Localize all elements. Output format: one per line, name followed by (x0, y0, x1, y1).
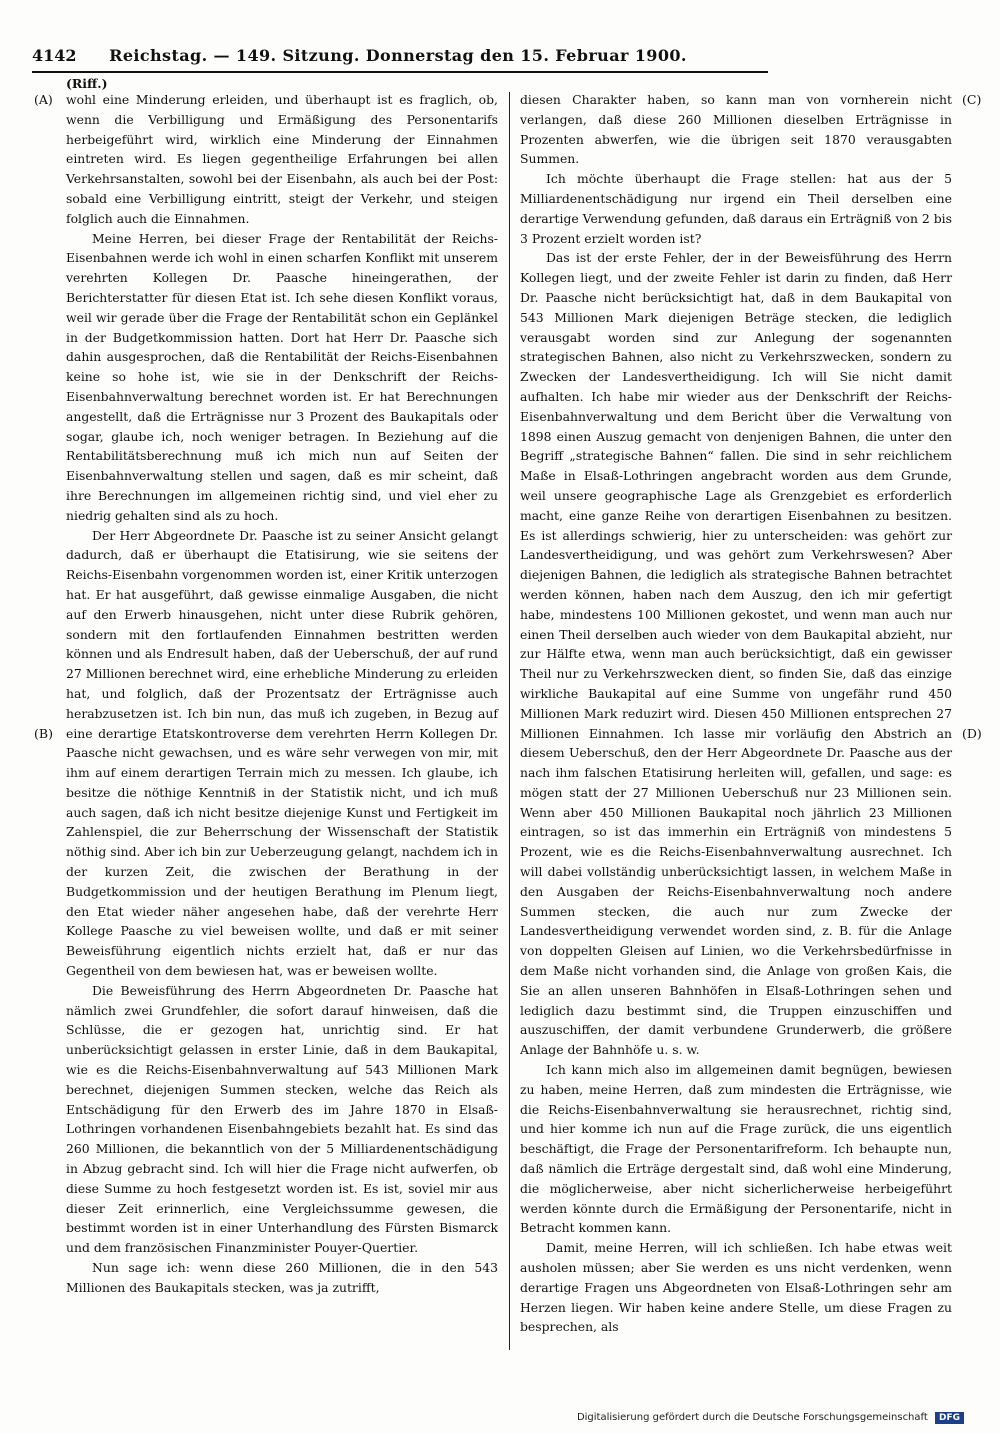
left-column (66, 90, 498, 1298)
right-column (520, 90, 952, 1337)
margin-marker-a: (A) (34, 92, 53, 107)
margin-marker-b: (B) (34, 726, 53, 741)
paragraph: Nun sage ich: wenn diese 260 Millionen, die in den 543 Millionen des Baukapitals stecken, was ja zutrifft, (66, 1260, 498, 1295)
running-title: Reichstag. — 149. Sitzung. Donnerstag den 15. Februar 1900. (109, 46, 687, 65)
margin-marker-c: (C) (962, 92, 982, 107)
header-rule (32, 71, 768, 73)
paragraph: Ich kann mich also im allgemeinen damit begnügen, bewiesen zu haben, meine Herren, daß zum mindesten die Erträgnisse, wie die Reichs-Eisenbahnverwaltung sie herausrechnet, richtig sind, und hier komme ich nun auf die Frage zurück, die uns eigentlich beschäftigt, die Frage der Personentarifreform. Ich behaupte nun, daß nämlich die Erträge dergestalt sind, daß wohl eine Minderung, die möglicherweise, aber nicht sicherlicherweise herbeigeführt werden könnte durch die Ermäßigung der Personentarife, nicht in Betracht kommen kann. (520, 1062, 952, 1236)
paragraph: Meine Herren, bei dieser Frage der Rentabilität der Reichs-Eisenbahnen werde ich wohl in einen scharfen Konflikt mit unserem verehrten Kollegen Dr. Paasche hineingerathen, der Berichterstatter für diesen Etat ist. Ich sehe diesen Konflikt voraus, weil wir gerade über die Frage der Rentabilität schon ein Geplänkel in der Budgetkommission hatten. Dort hat Herr Dr. Paasche sich dahin ausgesprochen, daß die Rentabilität der Reichs-Eisenbahnen keine so hohe ist, wie sie in der Denkschrift der Reichs-Eisenbahnverwaltung berechnet worden ist. Er hat Berechnungen angestellt, daß die Erträgnisse nur 3 Prozent des Baukapitals oder sogar, glaube ich, noch weniger betragen. In Beziehung auf die Rentabilitätsberechnung muß ich mich nun auf Seiten der Eisenbahnverwaltung stellen und sagen, daß es mir scheint, daß ihre Berechnungen im allgemeinen richtig sind, und viel eher zu niedrig gehalten sind als zu hoch. (66, 230, 498, 523)
speaker-label: (Riff.) (66, 76, 108, 91)
paragraph: Damit, meine Herren, will ich schließen. Ich habe etwas weit ausholen müssen; aber Sie werden es uns nicht verdenken, wenn derartige Fragen uns Abgeordneten von Elsaß-Lothringen sehr am Herzen liegen. Wir haben keine andere Stelle, um diese Fragen zu besprechen, als (520, 1240, 952, 1335)
column-divider (509, 92, 510, 1350)
paragraph: Ich möchte überhaupt die Frage stellen: hat aus der 5 Milliardenentschädigung nur irgend ein Theil derselben eine derartige Verwendung gefunden, daß daraus ein Erträgniß von 2 bis 3 Prozent erzielt worden ist? (520, 171, 952, 246)
margin-marker-d: (D) (962, 726, 982, 741)
credit-text: Digitalisierung gefördert durch die Deutsche Forschungsgemeinschaft (576, 1412, 928, 1423)
page-header (32, 46, 764, 70)
paragraph: Das ist der erste Fehler, der in der Beweisführung des Herrn Kollegen liegt, und der zweite Fehler ist darin zu finden, daß Herr Dr. Paasche nicht berücksichtigt hat, daß in dem Baukapital von 543 Millionen Mark diejenigen Beträge stecken, die lediglich verausgabt worden sind zur Anlegung der sogenannten strategischen Bahnen, also nicht zu Verkehrszwecken, sondern zu Zwecken der Landesvertheidigung. Ich will Sie nicht damit aufhalten. Ich habe mir wieder aus der Denkschrift der Reichs-Eisenbahnverwaltung und dem Bericht über die Verwaltung von 1898 einen Auszug gemacht von denjenigen Bahnen, die unter den Begriff „strategische Bahnen“ fallen. Die sind in sehr reichlichem Maße in Elsaß-Lothringen angebracht worden aus dem Grunde, weil unsere geographische Lage als Grenzgebiet es erforderlich macht, eine ganze Reihe von derartigen Eisenbahnen zu besitzen. Es ist allerdings schwierig, hier zu unterscheiden: was gehört zur Landesvertheidigung, und was gehört zum Verkehrswesen? Aber diejenigen Bahnen, die lediglich als strategische Bahnen betrachtet werden können, haben nach dem Auszug, den ich mir gefertigt habe, mindestens 100 Millionen gekostet, und wenn man auch nur einen Theil derselben auch wieder von dem Baukapital abzieht, nur zur Hälfte etwa, wenn man auch berücksichtigt, daß ein gewisser Theil nur zu Verkehrszwecken dient, so finden Sie, daß das einzige wirkliche Baukapital auf eine Summe von ungefähr rund 450 Millionen Mark reduzirt wird. Diesen 450 Millionen entsprechen 27 Millionen Einnahmen. Ich lasse mir vorläufig den Abstrich an diesem Ueberschuß, den der Herr Abgeordnete Dr. Paasche aus der nach ihm falschen Etatisirung herleiten will, gefallen, und sage: es mögen statt der 27 Millionen Ueberschuß nur 23 Millionen sein. Wenn aber 450 Millionen Baukapital noch jährlich 23 Millionen eintragen, so ist das immerhin ein Erträgniß von mindestens 5 Prozent, wie es die Reichs-Eisenbahnverwaltung ausrechnet. Ich will dabei vollständig unberücksichtigt lassen, in welchem Maße in den Ausgaben der Reichs-Eisenbahnverwaltung noch andere Summen stecken, die auch nur zum Zwecke der Landesvertheidigung verwendet worden sind, z. B. für die Anlage von doppelten Gleisen auf Linien, wo die Verkehrsbedürfnisse in dem Maße nicht vorhanden sind, die Anlage von großen Kais, die Sie an allen unseren Bahnhöfen in Elsaß-Lothringen sehen und lediglich dazu bestimmt sind, die Truppen einzuschiffen und auszuschiffen, der damit verbundene Grunderwerb, die größere Anlage der Bahnhöfe u. s. w. (520, 250, 952, 1058)
page-number: 4142 (32, 46, 77, 65)
paragraph: Die Beweisführung des Herrn Abgeordneten Dr. Paasche hat nämlich zwei Grundfehler, die sofort darauf hinweisen, daß die Schlüsse, die er gezogen hat, unrichtig sind. Er hat unberücksichtigt gelassen in erster Linie, daß in dem Baukapital, wie es die Reichs-Eisenbahnverwaltung auf 543 Millionen Mark berechnet, diejenigen Summen stecken, welche das Reich als Entschädigung für den Erwerb des im Jahre 1870 in Elsaß-Lothringen vorhandenen Eisenbahngebiets bezahlt hat. Es sind das 260 Millionen, die bekanntlich von der 5 Milliardenentschädigung in Abzug gebracht sind. Ich will hier die Frage nicht aufwerfen, ob diese Summe zu hoch festgesetzt worden ist. Es ist, soviel mir aus dieser Zeit erinnerlich, eine Vergleichssumme gewesen, die bestimmt worden ist in einer Unterhandlung des Fürsten Bismarck und dem französischen Finanzminister Pouyer-Quertier. (66, 982, 498, 1256)
paragraph: diesen Charakter haben, so kann man von vornherein nicht verlangen, daß diese 260 Millionen dieselben Erträgnisse in Prozenten abwerfen, wie die übrigen seit 1870 verausgabten Summen. (520, 92, 952, 167)
digitization-credit (577, 1412, 964, 1424)
paragraph: Der Herr Abgeordnete Dr. Paasche ist zu seiner Ansicht gelangt dadurch, daß er überhaupt die Etatisirung, wie sie seitens der Reichs-Eisenbahn vorgenommen worden ist, einer Kritik unterzogen hat. Er hat ausgeführt, daß gewisse einmalige Ausgaben, die nicht auf den Erwerb hinausgehen, nicht unter diese Rubrik gehören, sondern mit den fortlaufenden Einnahmen bestritten werden können und als Endresult haben, daß der Ueberschuß, der auf rund 27 Millionen berechnet wird, eine erhebliche Minderung zu erleiden hat, und folglich, daß der Prozentsatz der Erträgnisse auch herabzusetzen ist. Ich bin nun, das muß ich zugeben, in Bezug auf eine derartige Etatskontroverse dem verehrten Herrn Kollegen Dr. Paasche nicht gewachsen, und es wäre sehr verwegen von mir, mit ihm auf einem derartigen Terrain mich zu messen. Ich glaube, ich besitze die nöthige Kenntniß in der Statistik nicht, und ich muß auch sagen, daß ich nicht besitze diejenige Kunst und Fertigkeit im Zahlenspiel, die zur Beherrschung der Wissenschaft der Statistik nöthig sind. Aber ich bin zur Ueberzeugung gelangt, nachdem ich in der kurzen Zeit, die zwischen der Berathung in der Budgetkommission und der heutigen Berathung im Plenum liegt, den Etat wieder näher angesehen habe, daß der verehrte Herr Kollege Paasche zu viel beweisen wollte, und daß er mit seiner Beweisführung eigentlich nichts erzielt hat, daß er nur das Gegentheil von dem bewiesen hat, was er beweisen wollte. (66, 527, 498, 979)
dfg-logo: DFG (935, 1412, 964, 1424)
paragraph: wohl eine Minderung erleiden, und überhaupt ist es fraglich, ob, wenn die Verbilligung und Ermäßigung des Personentarifs herbeigeführt wird, wirklich eine Minderung der Einnahmen eintreten wird. Es liegen gegentheilige Erfahrungen bei allen Verkehrsanstalten, sowohl bei der Eisenbahn, als auch bei der Post: sobald eine Verbilligung eintritt, steigt der Verkehr, und steigen folglich auch die Einnahmen. (66, 92, 498, 226)
